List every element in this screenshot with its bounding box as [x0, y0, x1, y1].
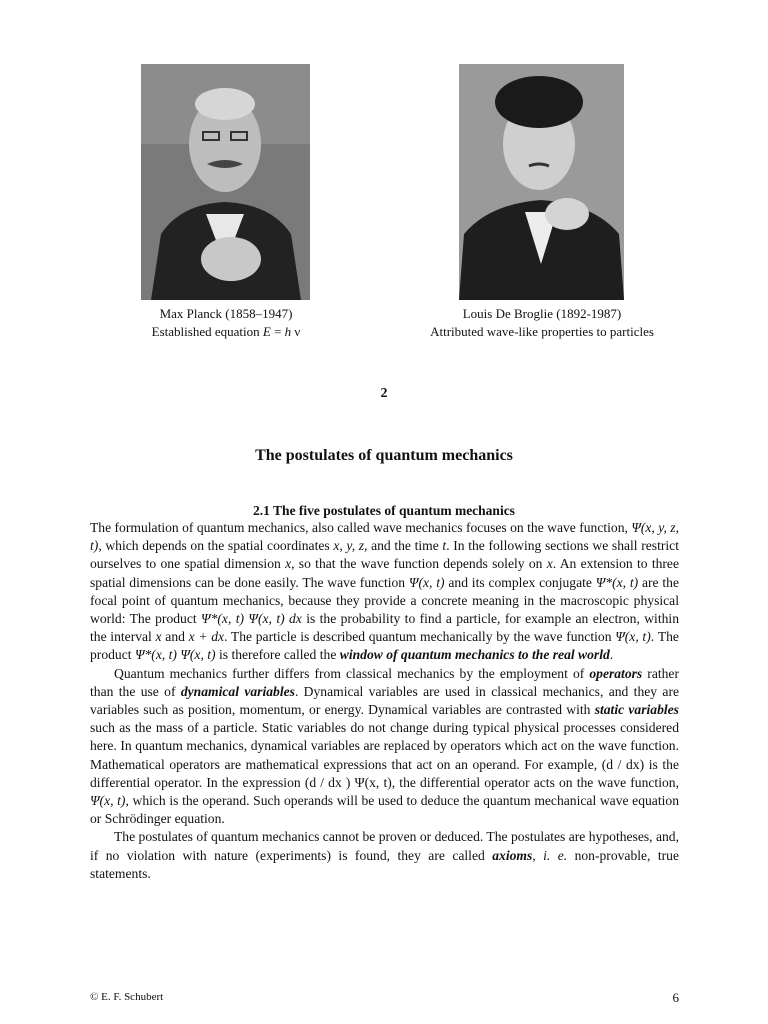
equation-frequency: ν — [291, 324, 301, 339]
axioms-term: axioms — [492, 847, 533, 863]
max-planck-portrait — [141, 64, 310, 300]
paragraph-2: Quantum mechanics further differs from classical mechanics by the employment of operators rather than the use of dynamical variables. Dynamical variables are used in classical mechanics, and they are variables such as position, momentum, or energy. Dynamical variables are contrasted with static variables such as the mass of a particle. Static variables do not change during typical physical processes considered here. In quantum mechanics, dynamical variables are replaced by operators which act on the wave function. Mathematical operators are mathematical expressions that act on an operand. For example, (d / dx) is the differential operator. In the expression (d / dx ) Ψ(x, t), the differential operator acts on the wave function, Ψ(x, t), which is the operand. Such operands will be used to deduce the quantum mechanical wave equation or Schrödinger equation. — [90, 665, 680, 827]
planck-equation-caption — [126, 323, 326, 341]
equation-energy-symbol: E — [262, 324, 271, 339]
operators-term: operators — [589, 665, 643, 681]
dynamical-variables-term: dynamical variables — [180, 683, 295, 699]
equation-planck-constant: h — [284, 324, 292, 339]
window-of-qm-term: window of quantum mechanics to the real world — [339, 647, 610, 663]
paragraph-1: The formulation of quantum mechanics, also called wave mechanics focuses on the wave function, Ψ(x, y, z, t), which depends on the spatial coordinates x, y, z, and the time t. In the following sections we shall restrict ourselves to one spatial dimension x, so that the wave function depends solely on x. An extension to three spatial dimensions can be done easily. The wave function Ψ(x, t) and its complex conjugate Ψ*(x, t) are the focal point of quantum mechanics, because they provide a concrete meaning in the macroscopic physical world: The product Ψ*(x, t) Ψ(x, t) dx is the probability to find a particle, for example an electron, within the interval x and x + dx. The particle is described quantum mechanically by the wave function Ψ(x, t). The product Ψ*(x, t) Ψ(x, t) is therefore called the window of quantum mechanics to the real world. — [90, 520, 679, 663]
de-broglie-name: Louis De Broglie (1892-1987) — [462, 306, 622, 321]
static-variables-term: static variables — [594, 702, 679, 718]
chapter-number: 2 — [380, 386, 388, 401]
equation-equals: = — [270, 324, 285, 339]
section-heading: 2.1 The five postulates of quantum mechanics — [253, 503, 515, 518]
de-broglie-caption — [392, 305, 692, 341]
planck-name: Max Planck (1858–1947) — [159, 306, 293, 321]
planck-caption — [126, 305, 326, 341]
de-broglie-description: Attributed wave-like properties to particles — [430, 324, 654, 339]
paragraph-3: The postulates of quantum mechanics cannot be proven or deduced. The postulates are hypotheses, and, if no violation with nature (experiments) is found, they are called axioms, i. e. non-provable, true statements. — [90, 829, 680, 881]
copyright-footer: © E. F. Schubert — [90, 991, 164, 1003]
caption-text: Established equation — [151, 324, 263, 339]
page-number: 6 — [672, 990, 679, 1005]
louis-de-broglie-portrait — [459, 64, 624, 300]
body-text — [90, 519, 679, 883]
chapter-title: The postulates of quantum mechanics — [255, 447, 513, 464]
